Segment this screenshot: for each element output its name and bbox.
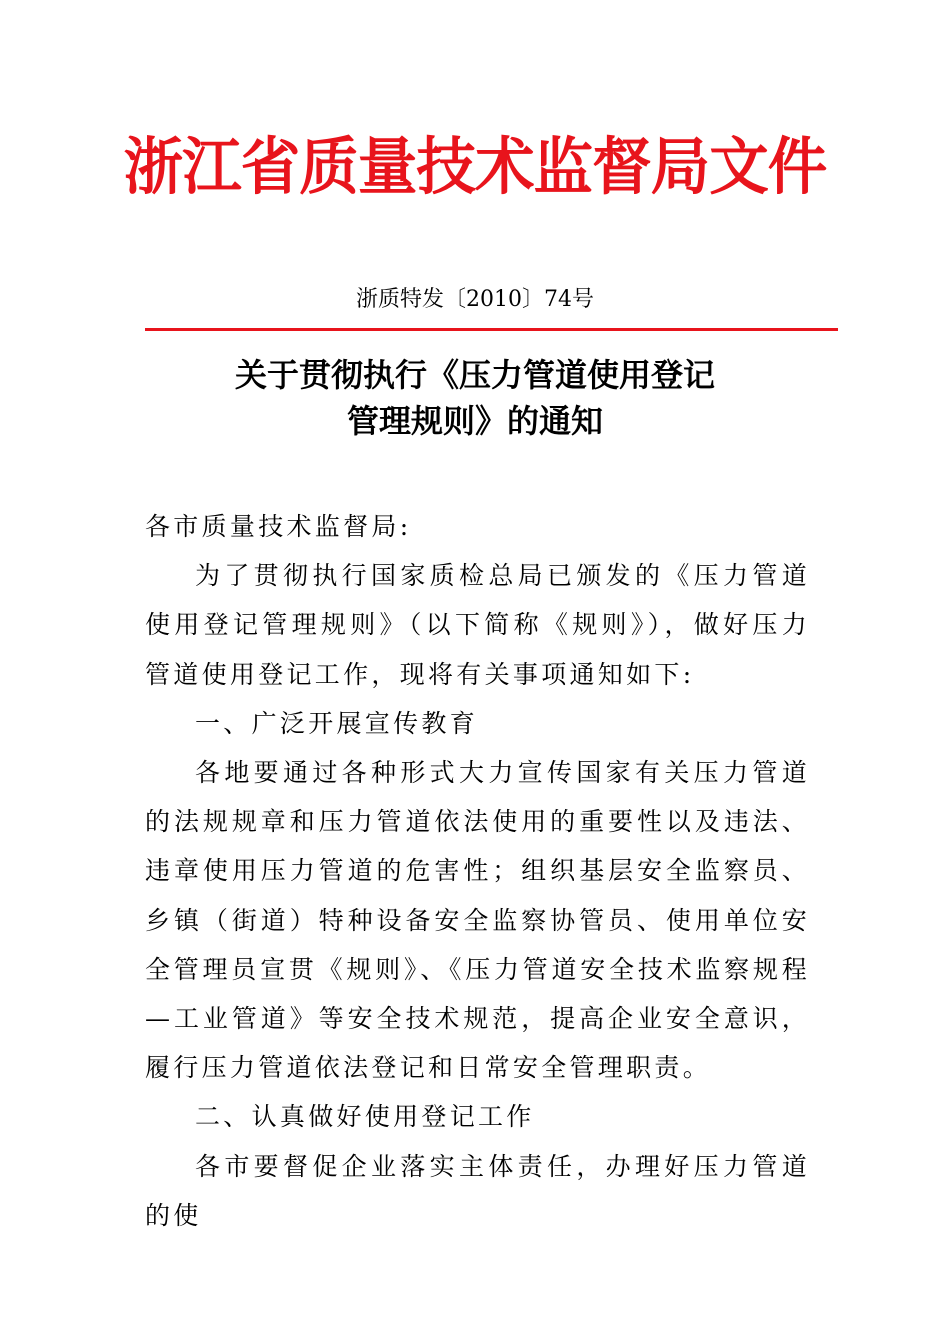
document-title-line-2: 管理规则》的通知	[346, 402, 603, 440]
document-title	[0, 352, 950, 444]
document-title-line-1: 关于贯彻执行《压力管道使用登记	[234, 356, 715, 394]
section-heading-2: 二、认真做好使用登记工作	[195, 1102, 535, 1132]
document-number: 浙质特发〔2010〕74号	[356, 287, 594, 312]
salutation: 各市质量技术监督局:	[145, 512, 412, 541]
paragraph-section-2: 各市要督促企业落实主体责任，办理好压力管道的使	[145, 1151, 810, 1230]
document-body	[145, 502, 810, 1240]
masthead-title: 浙江省质量技术监督局文件	[123, 130, 827, 203]
red-separator-line	[145, 328, 838, 331]
section-heading-1: 一、广泛开展宣传教育	[195, 708, 479, 738]
paragraph-intro: 为了贯彻执行国家质检总局已颁发的《压力管道使用登记管理规则》（以下简称《规则》），做好压力管道使用登记工作，现将有关事项通知如下:	[145, 561, 810, 689]
paragraph-section-1: 各地要通过各种形式大力宣传国家有关压力管道的法规规章和压力管道依法使用的重要性以及违法、违章使用压力管道的危害性；组织基层安全监察员、乡镇（街道）特种设备安全监察协管员、使用单位安全管理员宣贯《规则》、《压力管道安全技术监察规程—工业管道》等安全技术规范，提高企业安全意识，履行压力管道依法登记和日常安全管理职责。	[145, 758, 810, 1083]
